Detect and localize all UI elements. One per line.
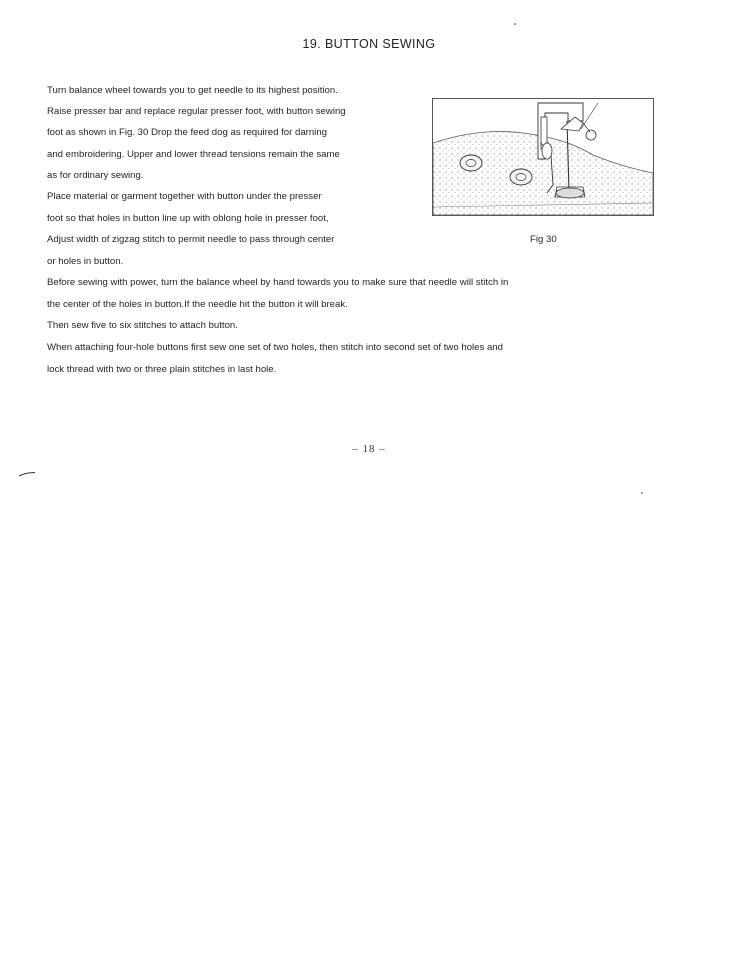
paragraph-line: foot as shown in Fig. 30 Drop the feed dog as required for darning [47,127,327,138]
paragraph-line: Before sewing with power, turn the balance wheel by hand towards you to make sure that needle will stitch in [47,277,509,288]
page-number: – 18 – [352,443,386,455]
paragraph-line: When attaching four-hole buttons first sew one set of two holes, then stitch into second set of two holes and [47,342,503,353]
sewing-machine-illustration [433,99,653,215]
paragraph-line: and embroidering. Upper and lower thread tensions remain the same [47,149,340,160]
paragraph-line: Raise presser bar and replace regular presser foot, with button sewing [47,106,346,117]
speck [514,23,516,25]
paragraph-line: foot so that holes in button line up with oblong hole in presser foot, [47,213,329,224]
page-title: 19. BUTTON SEWING [302,37,436,51]
paragraph-line: the center of the holes in button.If the needle hit the button it will break. [47,299,348,310]
figure-illustration [432,98,654,216]
speck [641,492,643,494]
paragraph-line: lock thread with two or three plain stitches in last hole. [47,364,277,375]
stray-mark [18,471,36,477]
paragraph-line: Place material or garment together with button under the presser [47,191,322,202]
paragraph-line: as for ordinary sewing. [47,170,144,181]
paragraph-line: Adjust width of zigzag stitch to permit needle to pass through center [47,234,335,245]
paragraph-line: or holes in button. [47,256,124,267]
paragraph-line: Turn balance wheel towards you to get needle to its highest position. [47,85,338,96]
paragraph-line: Then sew five to six stitches to attach button. [47,320,238,331]
figure-caption: Fig 30 [530,234,557,245]
